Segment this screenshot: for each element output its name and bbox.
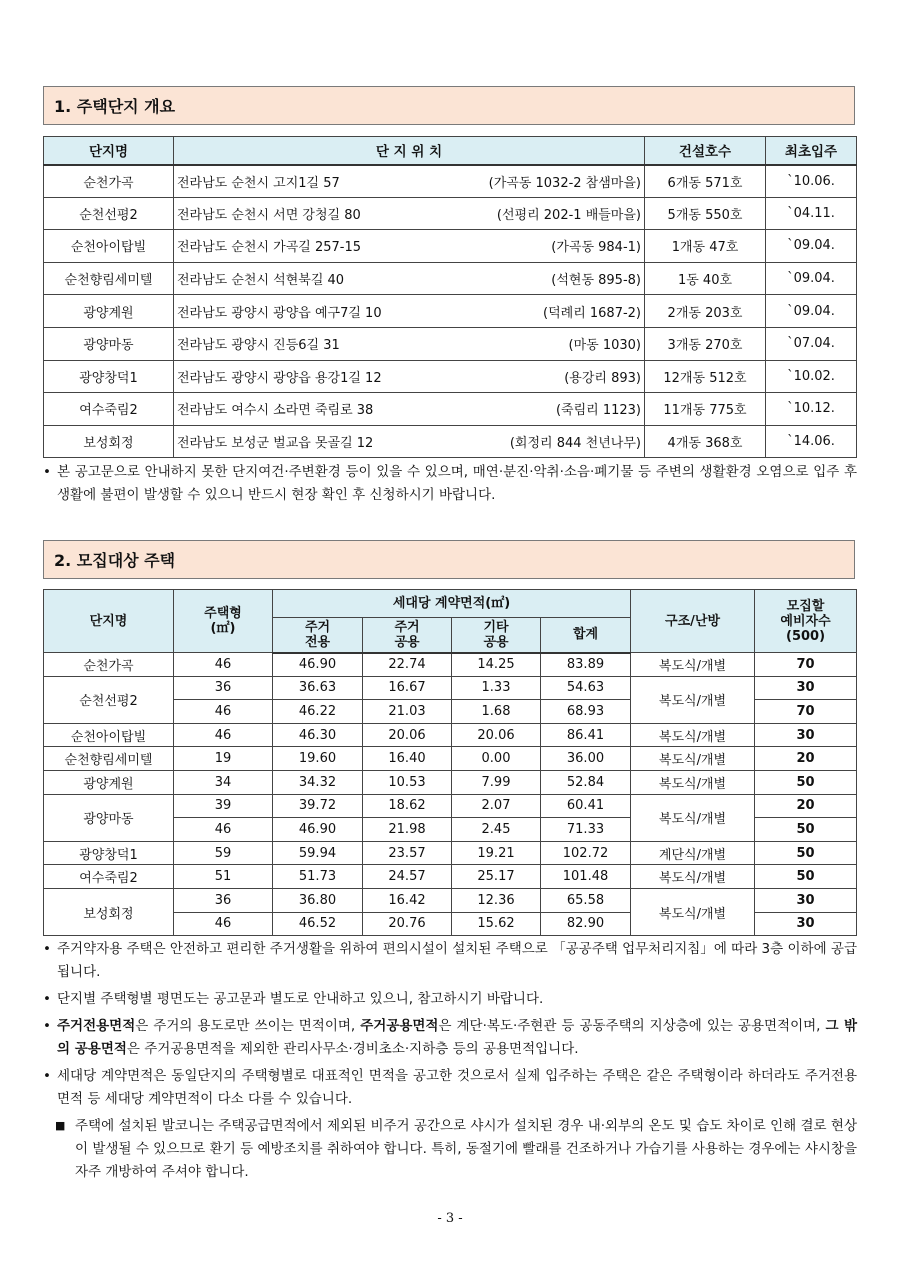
cell-exclusive: 36.80 [273, 888, 363, 912]
cell-other: 2.07 [452, 794, 541, 818]
cell-quota: 30 [755, 676, 857, 700]
cell-exclusive: 59.94 [273, 841, 363, 865]
cell-total: 60.41 [541, 794, 631, 818]
cell-complex-name: 순천아이탑빌 [44, 230, 174, 263]
note-text: 은 주거공용면적을 제외한 관리사무소·경비초소·지하층 등의 공용면적입니다. [126, 1041, 579, 1057]
complex-overview-body [44, 165, 857, 458]
section1-title-text: 1. 주택단지 개요 [54, 97, 176, 116]
cell-quota: 70 [755, 700, 857, 724]
cell-address: 전라남도 순천시 석현북길 40 [177, 273, 345, 289]
cell-units: 2개동 203호 [645, 295, 766, 328]
cell-lot: (회정리 844 천년나무) [509, 436, 641, 452]
cell-exclusive: 46.52 [273, 912, 363, 936]
cell-quota: 30 [755, 888, 857, 912]
cell-move-in: `10.06. [766, 165, 857, 198]
bullet-icon: • [43, 991, 51, 1007]
note-text: 은 계단·복도·주현관 등 공동주택의 지상층에 있는 공용면적이며, [438, 1018, 826, 1034]
header-area-common: 주거 공용 [363, 618, 452, 653]
section1-notes [43, 461, 857, 507]
cell-complex-name: 여수죽림2 [44, 393, 174, 426]
cell-location [174, 197, 645, 230]
table-row [44, 262, 857, 295]
cell-location [174, 360, 645, 393]
table-row [44, 165, 857, 198]
complex-overview-table [43, 136, 857, 458]
cell-exclusive: 51.73 [273, 865, 363, 889]
cell-other: 0.00 [452, 747, 541, 771]
table-row [44, 360, 857, 393]
cell-address: 전라남도 순천시 서면 강청길 80 [177, 207, 361, 223]
cell-complex-name: 광양계원 [44, 770, 174, 794]
cell-total: 102.72 [541, 841, 631, 865]
bullet-icon: • [43, 1018, 51, 1034]
table-row [44, 425, 857, 458]
cell-address: 전라남도 광양시 진등6길 31 [177, 338, 340, 354]
cell-other: 15.62 [452, 912, 541, 936]
cell-common: 16.67 [363, 676, 452, 700]
cell-quota: 20 [755, 794, 857, 818]
cell-common: 20.76 [363, 912, 452, 936]
cell-type: 46 [174, 723, 273, 747]
cell-exclusive: 46.90 [273, 653, 363, 677]
cell-type: 46 [174, 818, 273, 842]
cell-complex-name: 순천아이탑빌 [44, 723, 174, 747]
cell-units: 1동 40호 [645, 262, 766, 295]
section2-note-1 [43, 938, 857, 984]
section2-note-5 [43, 1115, 857, 1184]
cell-lot: (마동 1030) [568, 338, 641, 354]
cell-type: 36 [174, 888, 273, 912]
cell-move-in: `07.04. [766, 327, 857, 360]
cell-exclusive: 19.60 [273, 747, 363, 771]
header-first-move-in: 최초입주 [766, 137, 857, 165]
cell-common: 23.57 [363, 841, 452, 865]
page-number: - 3 - [437, 1211, 463, 1226]
section1-title [43, 86, 855, 125]
cell-complex-name: 순천가곡 [44, 165, 174, 198]
section2-note-3 [43, 1015, 857, 1061]
table-header-row [44, 590, 857, 618]
cell-common: 18.62 [363, 794, 452, 818]
cell-move-in: `09.04. [766, 262, 857, 295]
cell-location [174, 295, 645, 328]
cell-common: 24.57 [363, 865, 452, 889]
cell-structure: 복도식/개별 [631, 888, 755, 935]
table-row [44, 197, 857, 230]
cell-type: 46 [174, 653, 273, 677]
cell-complex-name: 순천향림세미텔 [44, 262, 174, 295]
cell-other: 20.06 [452, 723, 541, 747]
table-row [44, 230, 857, 263]
cell-common: 16.42 [363, 888, 452, 912]
header-contract-area: 세대당 계약면적(㎡) [273, 590, 631, 618]
cell-lot: (석현동 895-8) [551, 273, 641, 289]
cell-type: 39 [174, 794, 273, 818]
cell-structure: 복도식/개별 [631, 676, 755, 723]
cell-exclusive: 36.63 [273, 676, 363, 700]
cell-location [174, 327, 645, 360]
cell-address: 전라남도 순천시 가곡길 257-15 [177, 240, 362, 256]
target-housing-body [44, 653, 857, 936]
cell-move-in: `04.11. [766, 197, 857, 230]
bullet-icon: • [43, 941, 51, 957]
cell-exclusive: 46.30 [273, 723, 363, 747]
cell-address: 전라남도 여수시 소라면 죽림로 38 [177, 403, 374, 419]
table-row [44, 794, 857, 818]
cell-quota: 50 [755, 865, 857, 889]
header-complex-name: 단지명 [44, 137, 174, 165]
cell-type: 46 [174, 912, 273, 936]
cell-complex-name: 순천가곡 [44, 653, 174, 677]
cell-lot: (선평리 202-1 배들마을) [496, 207, 641, 223]
cell-structure: 계단식/개별 [631, 841, 755, 865]
cell-quota: 50 [755, 841, 857, 865]
header-location: 단 지 위 치 [174, 137, 645, 165]
cell-exclusive: 34.32 [273, 770, 363, 794]
cell-total: 65.58 [541, 888, 631, 912]
cell-type: 36 [174, 676, 273, 700]
cell-type: 34 [174, 770, 273, 794]
cell-move-in: `09.04. [766, 295, 857, 328]
cell-total: 54.63 [541, 676, 631, 700]
cell-complex-name: 순천향림세미텔 [44, 747, 174, 771]
cell-location [174, 393, 645, 426]
cell-complex-name: 광양마동 [44, 794, 174, 841]
cell-units: 3개동 270호 [645, 327, 766, 360]
header-reserve-quota: 모집할 예비자수 (500) [755, 590, 857, 653]
cell-common: 21.03 [363, 700, 452, 724]
cell-units: 12개동 512호 [645, 360, 766, 393]
note-text: 주택에 설치된 발코니는 주택공급면적에서 제외된 비주거 공간으로 샤시가 설치된 경우 내·외부의 온도 및 습도 차이로 인해 결로 현상이 발생될 수 있으므로 환기 등 예방조치를 취하여야 합니다. 특히, 동절기에 빨래를 건조하거나 가습기를 사용하는 경우에는 샤시창을 자주 개방하여 주셔야 합니다. [75, 1118, 857, 1180]
cell-address: 전라남도 순천시 고지1길 57 [177, 175, 340, 191]
cell-total: 68.93 [541, 700, 631, 724]
cell-structure: 복도식/개별 [631, 865, 755, 889]
cell-exclusive: 39.72 [273, 794, 363, 818]
cell-exclusive: 46.22 [273, 700, 363, 724]
cell-total: 36.00 [541, 747, 631, 771]
cell-complex-name: 순천선평2 [44, 676, 174, 723]
note-text: 주거약자용 주택은 안전하고 편리한 주거생활을 위하여 편의시설이 설치된 주택으로 「공공주택 업무처리지침」에 따라 3층 이하에 공급됩니다. [57, 941, 857, 980]
cell-location [174, 165, 645, 198]
table-row [44, 393, 857, 426]
cell-complex-name: 보성회정 [44, 425, 174, 458]
section1-note [43, 461, 857, 507]
cell-location [174, 262, 645, 295]
cell-units: 4개동 368호 [645, 425, 766, 458]
cell-common: 10.53 [363, 770, 452, 794]
table-row [44, 888, 857, 912]
cell-other: 7.99 [452, 770, 541, 794]
cell-complex-name: 광양창덕1 [44, 841, 174, 865]
cell-structure: 복도식/개별 [631, 653, 755, 677]
header-housing-type: 주택형 (㎡) [174, 590, 273, 653]
cell-common: 21.98 [363, 818, 452, 842]
header-structure: 구조/난방 [631, 590, 755, 653]
cell-other: 12.36 [452, 888, 541, 912]
cell-type: 59 [174, 841, 273, 865]
cell-quota: 70 [755, 653, 857, 677]
table-row [44, 327, 857, 360]
square-bullet-icon: ■ [55, 1119, 66, 1132]
table-row [44, 747, 857, 771]
cell-structure: 복도식/개별 [631, 747, 755, 771]
section2-note-2 [43, 988, 857, 1011]
cell-other: 25.17 [452, 865, 541, 889]
target-housing-table [43, 589, 857, 936]
cell-quota: 30 [755, 723, 857, 747]
cell-complex-name: 광양마동 [44, 327, 174, 360]
cell-units: 1개동 47호 [645, 230, 766, 263]
cell-move-in: `10.02. [766, 360, 857, 393]
cell-address: 전라남도 광양시 광양읍 예구7길 10 [177, 305, 382, 321]
cell-common: 20.06 [363, 723, 452, 747]
bullet-icon: • [43, 1068, 51, 1084]
cell-move-in: `10.12. [766, 393, 857, 426]
table-row [44, 723, 857, 747]
table-row [44, 770, 857, 794]
cell-complex-name: 보성회정 [44, 888, 174, 935]
cell-complex-name: 여수죽림2 [44, 865, 174, 889]
cell-common: 16.40 [363, 747, 452, 771]
cell-lot: (가곡동 984-1) [551, 240, 641, 256]
note-bold-term: 주거전용면적 [57, 1018, 136, 1034]
cell-location [174, 230, 645, 263]
cell-type: 19 [174, 747, 273, 771]
section1-note-text: 본 공고문으로 안내하지 못한 단지여건·주변환경 등이 있을 수 있으며, 매연·분진·악취·소음·폐기물 등 주변의 생활환경 오염으로 입주 후 생활에 불편이 발생할 수 있으니 반드시 현장 확인 후 신청하시기 바랍니다. [57, 464, 857, 503]
header-units: 건설호수 [645, 137, 766, 165]
header-area-other: 기타 공용 [452, 618, 541, 653]
cell-move-in: `14.06. [766, 425, 857, 458]
cell-total: 101.48 [541, 865, 631, 889]
bullet-icon: • [43, 464, 51, 480]
cell-quota: 20 [755, 747, 857, 771]
cell-complex-name: 광양창덕1 [44, 360, 174, 393]
table-header-row [44, 137, 857, 165]
cell-quota: 50 [755, 818, 857, 842]
cell-structure: 복도식/개별 [631, 794, 755, 841]
cell-total: 71.33 [541, 818, 631, 842]
cell-common: 22.74 [363, 653, 452, 677]
cell-address: 전라남도 보성군 벌교읍 못골길 12 [177, 436, 374, 452]
cell-other: 14.25 [452, 653, 541, 677]
section2-title-text: 2. 모집대상 주택 [54, 551, 176, 570]
table-row [44, 295, 857, 328]
cell-total: 52.84 [541, 770, 631, 794]
section2-title [43, 540, 855, 579]
cell-type: 46 [174, 700, 273, 724]
cell-other: 1.68 [452, 700, 541, 724]
table-row [44, 841, 857, 865]
cell-structure: 복도식/개별 [631, 770, 755, 794]
cell-quota: 50 [755, 770, 857, 794]
cell-move-in: `09.04. [766, 230, 857, 263]
cell-lot: (가곡동 1032-2 참샘마을) [488, 175, 641, 191]
cell-exclusive: 46.90 [273, 818, 363, 842]
cell-total: 86.41 [541, 723, 631, 747]
note-text: 세대당 계약면적은 동일단지의 주택형별로 대표적인 면적을 공고한 것으로서 실제 입주하는 주택은 같은 주택형이라 하더라도 주거전용면적 등 세대당 계약면적이 다소 다를 수 있습니다. [57, 1068, 857, 1107]
table-row [44, 653, 857, 677]
note-text: 은 주거의 용도로만 쓰이는 면적이며, [135, 1018, 361, 1034]
note-text: 단지별 주택형별 평면도는 공고문과 별도로 안내하고 있으니, 참고하시기 바랍니다. [57, 991, 544, 1007]
cell-address: 전라남도 광양시 광양읍 용강1길 12 [177, 370, 382, 386]
cell-units: 11개동 775호 [645, 393, 766, 426]
section2-notes [43, 938, 857, 1184]
cell-other: 1.33 [452, 676, 541, 700]
cell-units: 5개동 550호 [645, 197, 766, 230]
cell-total: 83.89 [541, 653, 631, 677]
cell-total: 82.90 [541, 912, 631, 936]
table-row [44, 865, 857, 889]
cell-structure: 복도식/개별 [631, 723, 755, 747]
cell-other: 19.21 [452, 841, 541, 865]
cell-lot: (용강리 893) [564, 370, 641, 386]
cell-lot: (덕례리 1687-2) [543, 305, 641, 321]
cell-complex-name: 광양계원 [44, 295, 174, 328]
cell-other: 2.45 [452, 818, 541, 842]
cell-units: 6개동 571호 [645, 165, 766, 198]
header-area-total: 합계 [541, 618, 631, 653]
cell-lot: (죽림리 1123) [555, 403, 641, 419]
cell-location [174, 425, 645, 458]
cell-quota: 30 [755, 912, 857, 936]
cell-complex-name: 순천선평2 [44, 197, 174, 230]
table-row [44, 676, 857, 700]
section2-note-4 [43, 1065, 857, 1111]
note-bold-term: 그 밖의 공용면적 [57, 1018, 857, 1057]
header-complex-name: 단지명 [44, 590, 174, 653]
cell-type: 51 [174, 865, 273, 889]
note-bold-term: 주거공용면적 [360, 1018, 439, 1034]
header-area-exclusive: 주거 전용 [273, 618, 363, 653]
